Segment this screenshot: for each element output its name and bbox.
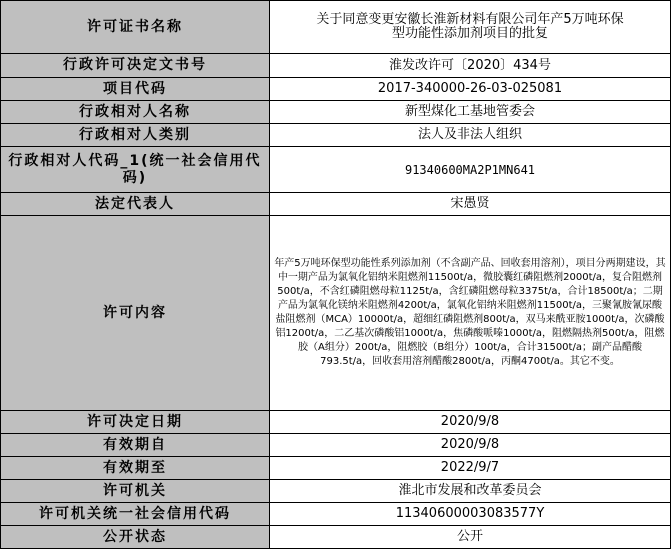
decision-doc-no-value: 淮发改许可〔2020〕434号 — [270, 54, 671, 78]
valid-from-value: 2020/9/8 — [270, 434, 671, 457]
permit-name-value: 关于同意变更安徽长淮新材料有限公司年产5万吨环保型功能性添加剂项目的批复 — [270, 1, 671, 54]
counterparty-type-value: 法人及非法人组织 — [270, 124, 671, 147]
table-row — [1, 124, 671, 147]
decision-doc-no-label: 行政许可决定文书号 — [1, 54, 270, 78]
counterparty-type-label: 行政相对人类别 — [1, 124, 270, 147]
permit-name-label: 许可证书名称 — [1, 1, 270, 54]
counterparty-code-value: 91340600MA2P1MN641 — [270, 147, 671, 193]
valid-to-value: 2022/9/7 — [270, 457, 671, 480]
table-row — [1, 411, 671, 434]
authority-code-value: 11340600003083577Y — [270, 503, 671, 526]
counterparty-code-label: 行政相对人代码_1(统一社会信用代码) — [1, 147, 270, 193]
table-row — [1, 78, 671, 101]
authority-label: 许可机关 — [1, 480, 270, 503]
public-status-label: 公开状态 — [1, 526, 270, 549]
table-row — [1, 503, 671, 526]
valid-from-label: 有效期自 — [1, 434, 270, 457]
permit-content-value: 年产5万吨环保型功能性系列添加剂（不含副产品、回收套用溶剂），项目分两期建设，其中一期产品为氯氧化铝纳米阻燃剂11500t/a，微胶囊红磷阻燃剂2000t/a，复合阻燃剂500t/a，不含红磷阻燃母粒1125t/a，含红磷阻燃母粒3375t/a，合计18500t/a；二期产品为氯氧化镁纳米阻燃剂4200t/a，氯氧化铝纳米阻燃剂11500t/a，三聚氰胺氰尿酸盐阻燃剂（MCA）10000t/a，超细红磷阻燃剂800t/a，双马来酰亚胺1000t/a，次磷酸铝1200t/a，二乙基次磷酸铝1000t/a，焦磷酸哌嗪1000t/a，阻燃隔热剂500t/a，阻燃胶（A组分）200t/a，阻燃胶（B组分）100t/a，合计31500t/a；副产品醋酸793.5t/a，回收套用溶剂醋酸2800t/a，丙酮4700t/a。其它不变。 — [270, 216, 671, 411]
table-row — [1, 526, 671, 549]
table-row — [1, 457, 671, 480]
decision-date-label: 许可决定日期 — [1, 411, 270, 434]
counterparty-name-value: 新型煤化工基地管委会 — [270, 101, 671, 124]
table-row — [1, 1, 671, 54]
legal-rep-value: 宋愚贤 — [270, 193, 671, 216]
decision-date-value: 2020/9/8 — [270, 411, 671, 434]
authority-value: 淮北市发展和改革委员会 — [270, 480, 671, 503]
table-row — [1, 216, 671, 411]
legal-rep-label: 法定代表人 — [1, 193, 270, 216]
table-row — [1, 147, 671, 193]
table-row — [1, 54, 671, 78]
authority-code-label: 许可机关统一社会信用代码 — [1, 503, 270, 526]
table-row — [1, 480, 671, 503]
table-row — [1, 193, 671, 216]
table-row — [1, 434, 671, 457]
counterparty-name-label: 行政相对人名称 — [1, 101, 270, 124]
public-status-value: 公开 — [270, 526, 671, 549]
project-code-label: 项目代码 — [1, 78, 270, 101]
valid-to-label: 有效期至 — [1, 457, 270, 480]
project-code-value: 2017-340000-26-03-025081 — [270, 78, 671, 101]
permit-content-label: 许可内容 — [1, 216, 270, 411]
table-row — [1, 101, 671, 124]
